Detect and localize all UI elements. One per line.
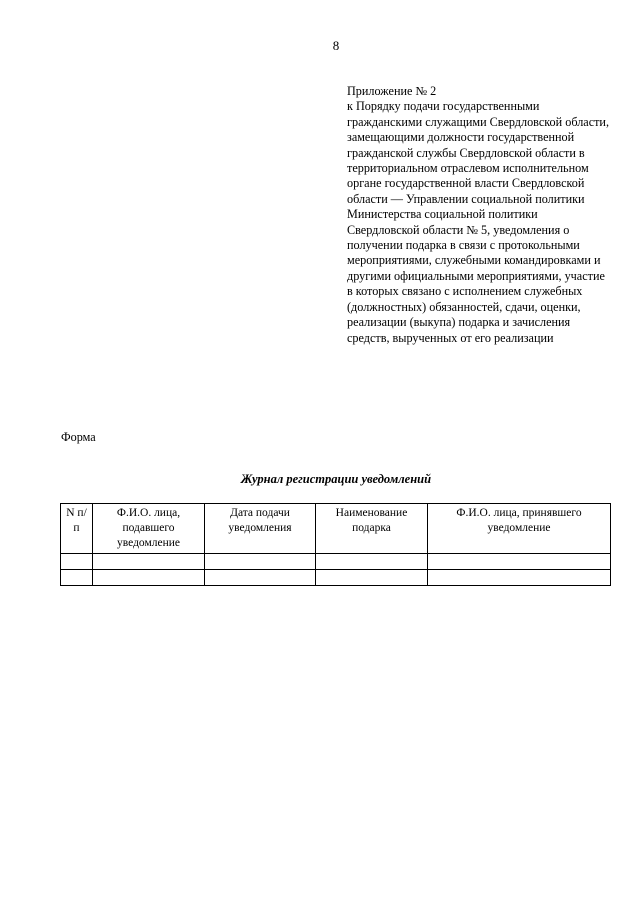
table-cell [205,570,316,586]
column-header-submitter: Ф.И.О. лица, подавшего уведомление [93,504,205,554]
table-row [61,554,611,570]
column-header-number: N п/п [61,504,93,554]
page-number: 8 [332,38,340,53]
table-row [61,570,611,586]
table-cell [316,570,428,586]
appendix-text: к Порядку подачи государственными гражданскими служащими Свердловской области, замещающими должности государственной гражданской службы Свердловской области в территориальном отраслевом исполнительном органе государственной власти Свердловской области — Управлении социальной политики Министерства социальной политики Свердловской области № 5, уведомления о получении подарка в связи с протокольными мероприятиями, служебными командировками и другими официальными мероприятиями, участие в которых связано с исполнением служебных (должностных) обязанностей, сдачи, оценки, реализации (выкупа) подарка и зачисления средств, вырученных от его реализации [347,99,610,345]
table-header-row [61,504,611,554]
column-header-date: Дата подачи уведомления [205,504,316,554]
table-cell [61,570,93,586]
table-cell [93,570,205,586]
column-header-receiver: Ф.И.О. лица, принявшего уведомление [428,504,611,554]
form-label: Форма [61,430,96,444]
column-header-gift: Наименование подарка [316,504,428,554]
table-cell [205,554,316,570]
appendix-title: Приложение № 2 [347,84,437,98]
appendix-block [347,84,609,346]
journal-table [60,503,611,586]
table-cell [316,554,428,570]
table-cell [61,554,93,570]
table-cell [93,554,205,570]
table-cell [428,554,611,570]
table-cell [428,570,611,586]
journal-title: Журнал регистрации уведомлений [240,472,432,486]
